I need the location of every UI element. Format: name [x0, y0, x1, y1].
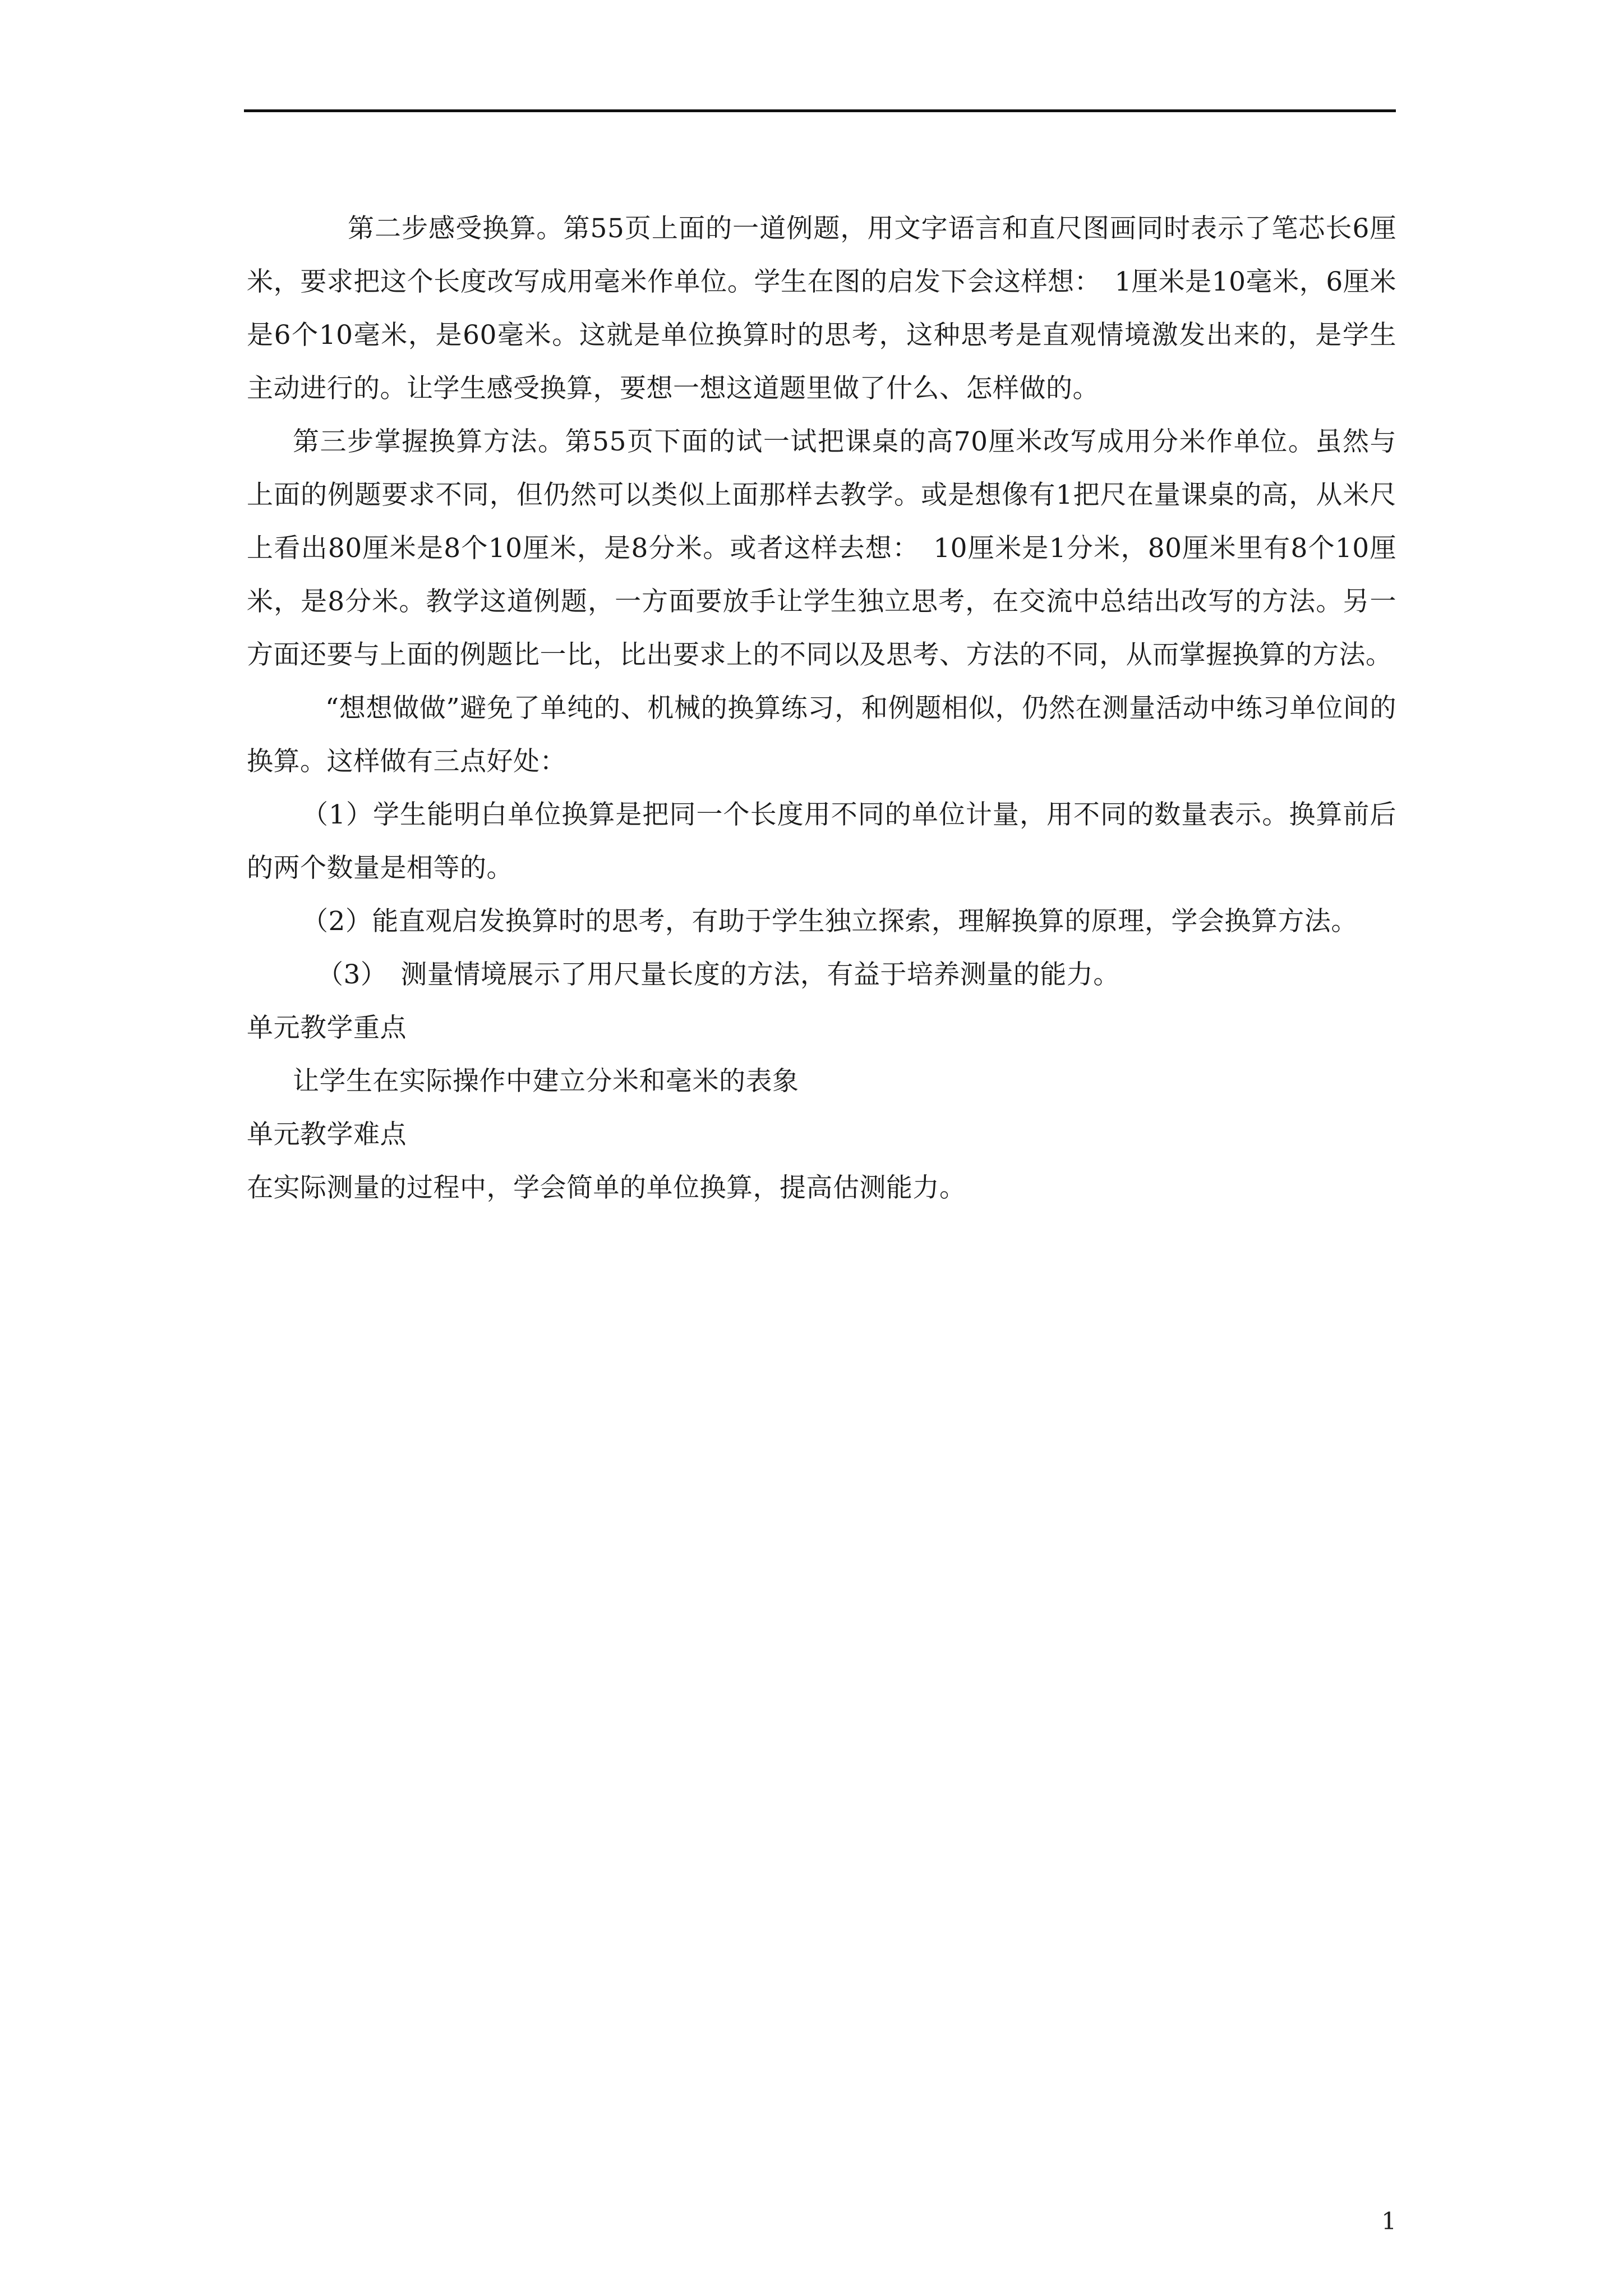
- heading-difficulties: 单元教学难点: [247, 1119, 407, 1150]
- heading-key-points: 单元教学重点: [247, 1013, 407, 1043]
- paragraph-practice: “想想做做”避免了单纯的、机械的换算练习，和例题相似，仍然在测量活动中练习单位间的换算。这样做有三点好处：: [247, 693, 1396, 777]
- header-rule: [244, 109, 1396, 112]
- paragraph-step-three: 第三步掌握换算方法。第55页下面的试一试把课桌的高70厘米改写成用分米作单位。虽然与上面的例题要求不同，但仍然可以类似上面那样去教学。或是想像有1把尺在量课桌的高，从米尺上看出80厘米是8个10厘米，是8分米。或者这样去想： 10厘米是1分米，80厘米里有8个10厘米，是8分米。教学这道例题，一方面要放手让学生独立思考，在交流中总结出改写的方法。另一方面还要与上面的例题比一比，比出要求上的不同以及思考、方法的不同，从而掌握换算的方法。: [247, 426, 1396, 670]
- paragraph-benefit-2: （2）能直观启发换算时的思考，有助于学生独立探索，理解换算的原理，学会换算方法。: [302, 906, 1358, 937]
- paragraph-benefit-1: （1）学生能明白单位换算是把同一个长度用不同的单位计量，用不同的数量表示。换算前后的两个数量是相等的。: [247, 799, 1396, 884]
- paragraph-key-points: 让学生在实际操作中建立分米和毫米的表象: [293, 1066, 799, 1097]
- page-number: 1: [1381, 2207, 1396, 2235]
- paragraph-step-two: 第二步感受换算。第55页上面的一道例题，用文字语言和直尺图画同时表示了笔芯长6厘米，要求把这个长度改写成用毫米作单位。学生在图的启发下会这样想： 1厘米是10毫米，6厘米是6个10毫米，是60毫米。这就是单位换算时的思考，这种思考是直观情境激发出来的，是学生主动进行的。让学生感受换算，要想一想这道题里做了什么、怎样做的。: [247, 213, 1396, 404]
- paragraph-difficulties: 在实际测量的过程中，学会简单的单位换算，提高估测能力。: [247, 1172, 966, 1203]
- paragraph-benefit-3: （3） 测量情境展示了用尺量长度的方法，有益于培养测量的能力。: [317, 959, 1120, 990]
- document-body: [247, 202, 1396, 1214]
